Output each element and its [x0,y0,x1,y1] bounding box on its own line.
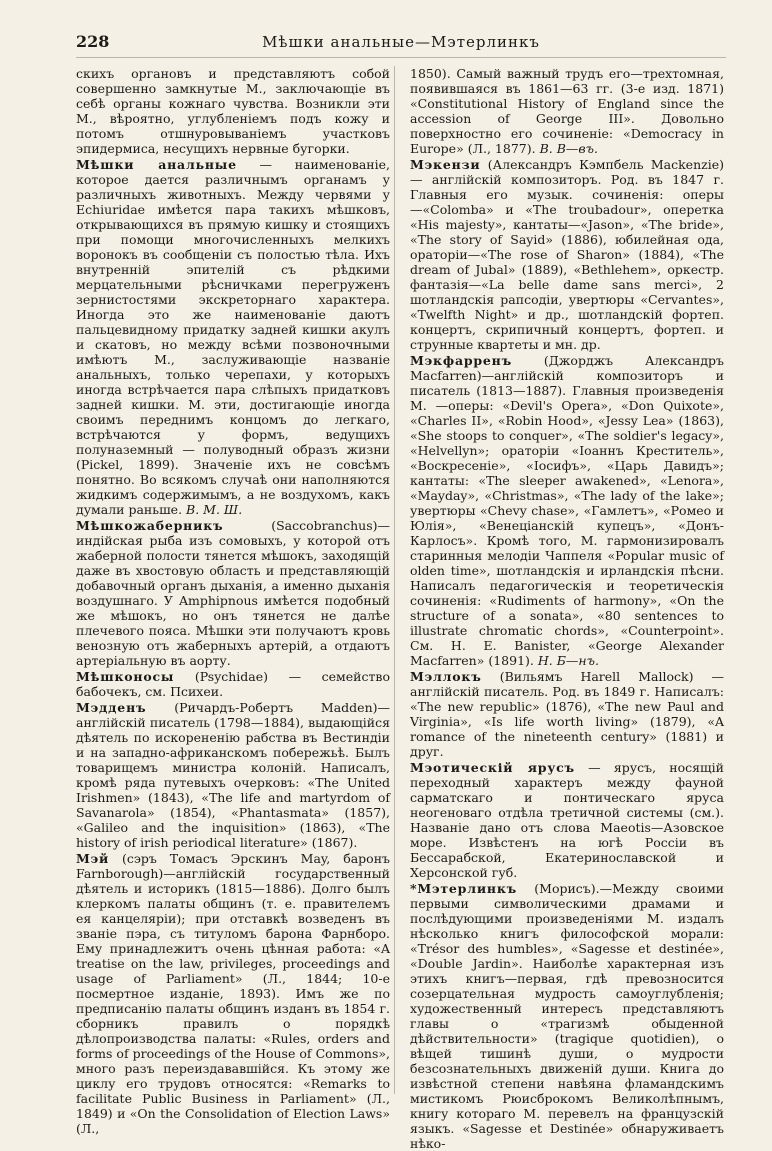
article-meotic-stage [410,760,724,880]
page-number: 228 [76,32,110,51]
article-may [76,851,390,1136]
article-meshki-analnye [76,157,390,517]
article-text: 1850). Самый важный трудъ его—трехтомная, появившаяся въ 1861—63 гг. (3-е изд. 1871) «Constitutional History of England since the accession of George III». Довольно поверхностно его сочиненіе: «Democracy in Europe» (Л., 1877). [410,66,724,156]
article-headword: Мѣшконосы [76,669,175,684]
article-macfarren [410,353,724,668]
article-text: (Saccobranchus)—индійская рыба изъ сомовыхъ, у которой отъ жаберной полости тянется мѣшокъ, заходящій даже въ хвостовую область и представляющій добавочный органъ дыханія, а именно дыханія воздушнаго. У Amphipnous имѣется подобный же мѣшокъ, но онъ тянется не далѣе плечевого пояса. Мѣшки эти получаютъ кровь венозную отъ жаберныхъ артерій, а отдаютъ артеріальную въ аорту. [76,518,390,668]
article-meshkonosy [76,669,390,699]
article-text: (Морисъ).—Между своими первыми символическими драмами и послѣдующими произведеніями М. издалъ нѣсколько книгъ философской морали: «Trésor des humbles», «Sagesse et destinée», «Double Jardin». Наиболѣе характерная изъ этихъ книгъ—первая, гдѣ превозносится созерцательная мудрость самоуглубленія; художественный интересъ представляютъ главы о «трагизмѣ обыденной дѣйствительности» (tragique quotidien), о вѣщей тишинѣ души, о мудрости безсознательныхъ движеній души. Книга до извѣстной степени навѣяна фламандскимъ мистикомъ Рюисброкомъ Великолѣпнымъ, книгу котораго М. перевелъ на французскій языкъ. «Sagesse et Destinée» обнаруживаетъ нѣко- [410,881,724,1151]
article-text: — наименованіе, которое дается различнымъ органамъ у различныхъ животныхъ. Между червями у Echiuridae имѣется пара такихъ мѣшковъ, открывающихся въ прямую кишку и стоящихъ при помощи многочисленныхъ мелкихъ воронокъ въ сообщеніи съ полостью тѣла. Ихъ внутренній эпителій съ рѣдкими мерцательными рѣсничками перегруженъ зернистостями экскреторнаго характера. Иногда это же наименованіе даютъ пальцевидному придатку задней кишки акулъ и скатовъ, но между всѣми позвоночными имѣютъ М., заслуживающіе названіе анальныхъ, только черепахи, у которыхъ иногда встрѣчается пара слѣпыхъ придатковъ задней кишки. М. эти, достигающіе иногда своимъ переднимъ концомъ до легкаго, встрѣчаются у формъ, ведущихъ полуназемный — полуводный образъ жизни (Pickel, 1899). Значеніе ихъ не совсѣмъ понятно. Во всякомъ случаѣ они наполняются жидкимъ содержимымъ, а не воздухомъ, какъ думали раньше. [76,157,391,517]
article-text: (Джорджъ Александръ Macfarren)—англійскій композиторъ и писатель (1813—1887). Главныя произведенія М. —оперы: «Devil's Opera», «Don Quixote», «Charles II», «Robin Hood», «Jessy Lea» (1863), «She stoops to conquer», «The soldier's legacy», «Helvellyn»; ораторіи «Іоаннъ Креститель», «Воскресеніе», «Іосифъ», «Царь Давидъ»; кантаты: «The sleeper awakened», «Lenora», «Mayday», «Christmas», «The lady of the lake»; увертюры «Chevy chase», «Гамлетъ», «Ромео и Юлія», «Венеціанскій купецъ», «Донъ-Карлосъ». Кромѣ того, М. гармонизировалъ старинныя мелодіи Чаппеля «Popular music of olden time», шотландскія и ирландскія пѣсни. Написалъ педагогическія и теоретическія сочиненія: «Rudiments of harmony», «On the structure of a sonata», «80 sentences to illustrate chromatic chords», «Counterpoint». См. H. E. Banister, «George Alexander Macfarren» (1891). [410,353,724,668]
article-headword: Мэкфарренъ [410,353,513,368]
article-continuation [410,66,724,156]
article-headword: Мэй [76,851,110,866]
left-column [76,66,391,1136]
article-headword: Мэкензи [410,157,481,172]
article-text: (Ричардъ-Робертъ Madden)—англійскій писатель (1798—1884), выдающійся дѣятель по искорененію рабства въ Вестиндіи и на западно-африканскомъ побережьѣ. Былъ товарищемъ министра колоній. Написалъ, кромѣ ряда путевыхъ очерковъ: «The United Irishmen» (1843), «The life and martyrdom of Savanarola» (1854), «Phantasmata» (1857), «Galileo and the inquisition» (1863), «The history of irish periodical literature» (1867). [76,700,390,850]
article-headword: Мэдденъ [76,700,147,715]
author-signature: В. В—въ. [539,141,598,156]
right-column [410,66,724,1151]
article-continuation [76,66,390,156]
article-madden [76,700,390,850]
running-title: Мѣшки анальные—Мэтерлинкъ [262,33,540,51]
article-headword: Мэллокъ [410,669,482,684]
article-headword: Мэотическій ярусъ [410,760,575,775]
author-signature: Н. Б—нъ. [537,653,599,668]
article-text: (Psychidae) — семейство бабочекъ, см. Психеи. [76,669,390,699]
page-header [76,33,726,58]
article-text: — ярусъ, носящій переходный характеръ между фауной сарматскаго и понтическаго яруса неогеноваго отдѣла третичной системы (см.). Названіе дано отъ слова Maeotis—Азовское море. Извѣстенъ на югѣ Россіи въ Бессарабской, Екатеринославской и Херсонской губ. [410,760,724,880]
article-mackenzie [410,157,724,352]
article-headword: *Мэтерлинкъ [410,881,518,896]
article-headword: Мѣшки анальные [76,157,237,172]
article-text: (сэръ Томасъ Эрскинъ May, баронъ Farnborough)—англійскій государственный дѣятель и историкъ (1815—1886). Долго былъ клеркомъ палаты общинъ (т. е. правителемъ ея канцеляріи); при отставкѣ возведенъ въ званіе пэра, съ титуломъ барона Фарнборо. Ему принадлежитъ очень цѣнная работа: «A treatise on the law, privileges, proceedings and usage of Parliament» (Л., 1844; 10-е посмертное изданіе, 1893). Имъ же по предписанію палаты общинъ изданъ въ 1854 г. сборникъ правилъ о порядкѣ дѣлопроизводства палаты: «Rules, orders and forms of proceedings of the House of Commons», много разъ переиздававшійся. Къ этому же циклу его трудовъ относятся: «Remarks to facilitate Public Business in Parliament» (Л., 1849) и «On the Consolidation of Election Laws» (Л., [76,851,390,1136]
article-meshkozhabernik [76,518,390,668]
column-divider [394,66,395,1094]
author-signature: В. М. Ш. [186,502,243,517]
article-text: (Вильямъ Harell Mallock) — англійскій писатель. Род. въ 1849 г. Написалъ: «The new republic» (1876), «The new Paul and Virginia», «Is life worth living» (1879), «A romance of the nineteenth century» (1881) и друг. [410,669,724,759]
article-text: (Александръ Кэмпбель Mackenzie) — англійскій композиторъ. Род. въ 1847 г. Главныя его музык. сочиненія: оперы—«Colomba» и «The troubadour», оперетка «His majesty», кантаты—«Jason», «The bride», «The story of Sayid» (1886), юбилейная ода, ораторіи—«The rose of Sharon» (1884), «The dream of Jubal» (1889), «Bethlehem», оркестр. фантазія—«La belle dame sans merci», 2 шотландскія рапсодіи, увертюры «Cervantes», «Twelfth Night» и др., шотландскій фортеп. концертъ, скрипичный концертъ, фортеп. и струнные квартеты и мн. др. [410,157,724,352]
article-text: скихъ органовъ и представляютъ собой совершенно замкнутые М., заключающіе въ себѣ органы кожнаго чувства. Возникли эти М., вѣроятно, углубленіемъ подъ кожу и потомъ отшнуровываніемъ участковъ эпидермиса, несущихъ нервные бугорки. [76,66,390,156]
article-maeterlinck [410,881,724,1151]
article-mallock [410,669,724,759]
article-headword: Мѣшкожаберникъ [76,518,224,533]
